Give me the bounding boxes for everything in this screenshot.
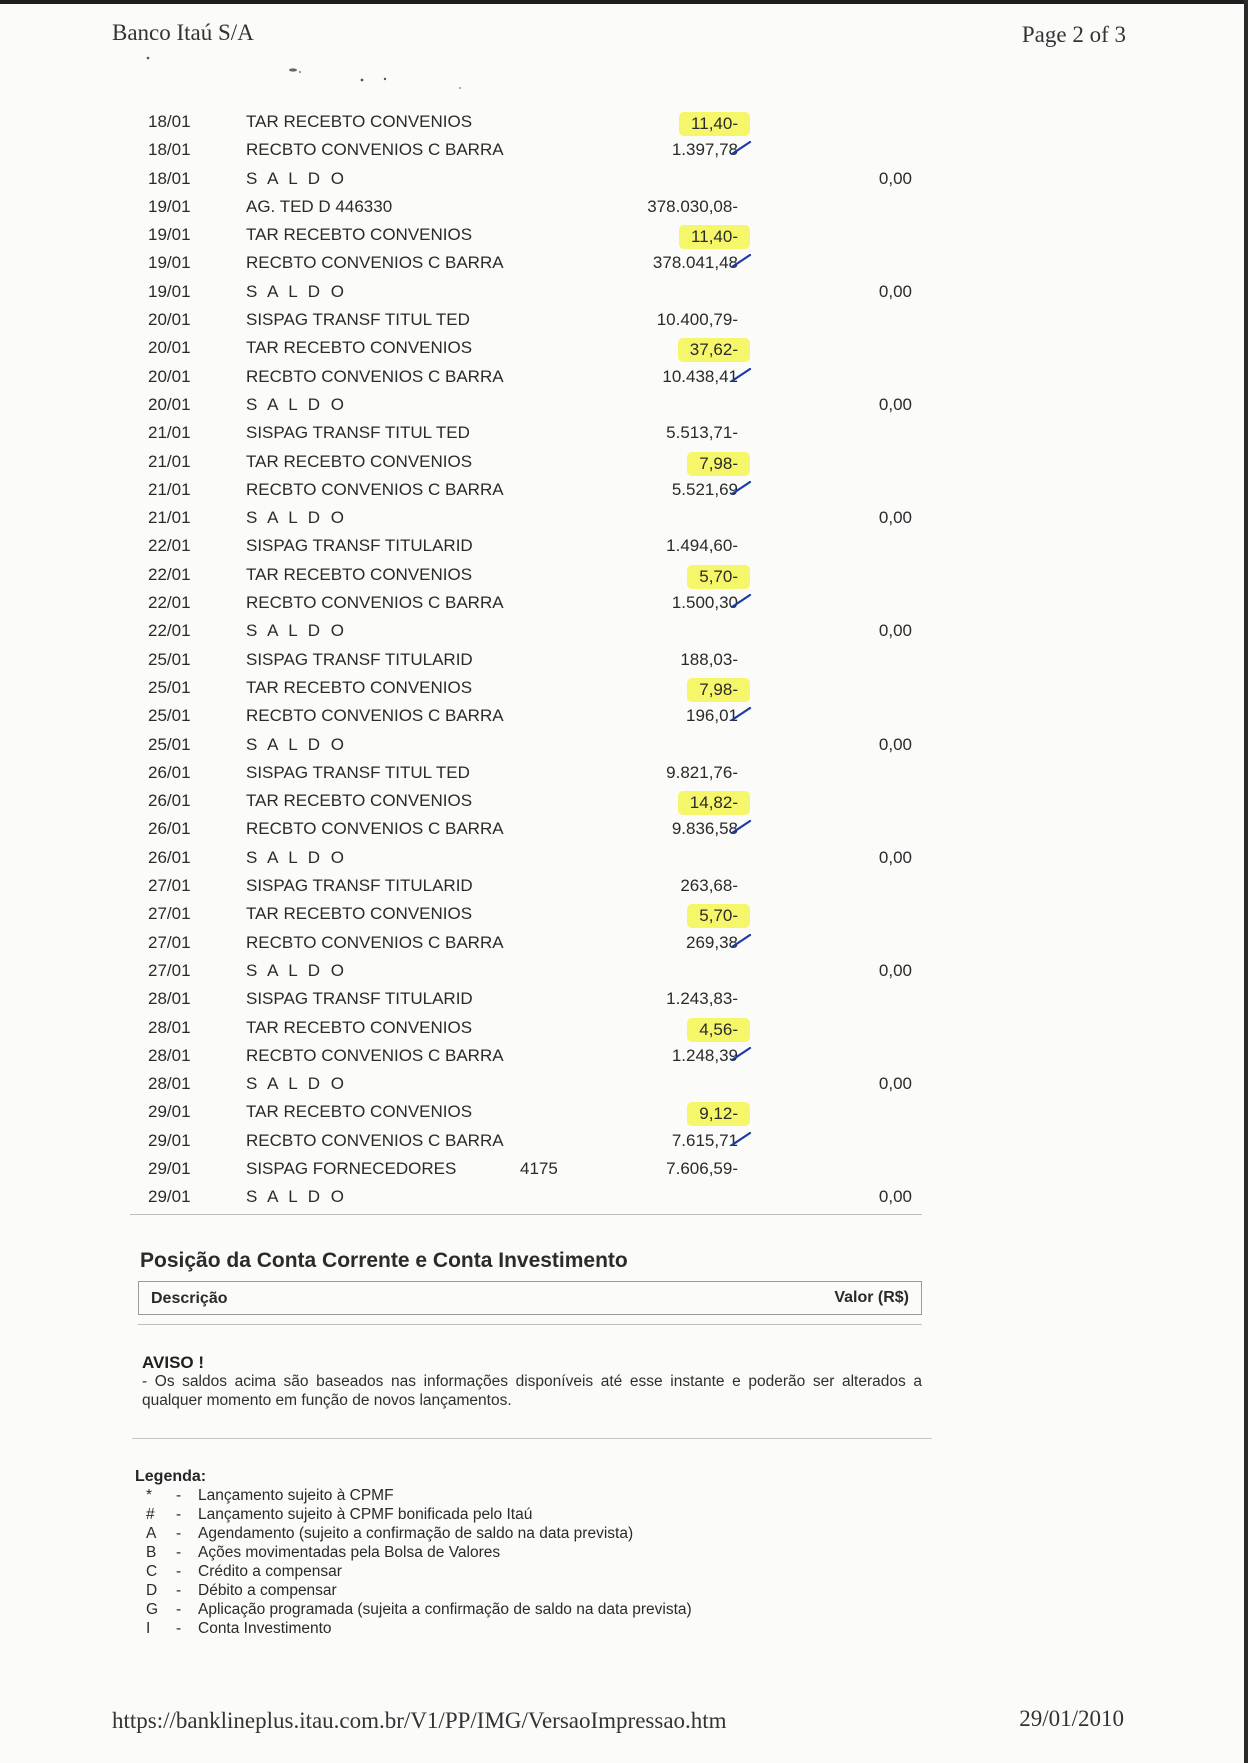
entry-balance: 0,00 [878,508,912,528]
entry-description: TAR RECEBTO CONVENIOS [246,338,473,358]
entry-description: SISPAG TRANSF TITUL TED [246,423,470,443]
entry-value: 378.041,48 [652,253,738,273]
ledger-row [136,1156,922,1184]
entry-balance: 0,00 [878,621,912,641]
entry-value: 269,38 [686,932,738,952]
legend-separator: - [176,1620,182,1637]
entry-value: 5.513,71- [666,423,738,443]
legend-code: I [146,1620,151,1637]
entry-description: RECBTO CONVENIOS C BARRA [246,706,504,726]
ledger-row [136,873,922,901]
ledger-row [136,1071,922,1099]
notice-text: - Os saldos acima são baseados nas informações disponíveis até esse instante e poderão ser alterados a qualquer momento em função de novos lançamentos. [142,1373,922,1409]
entry-date: 26/01 [148,791,191,811]
entry-value: 9.821,76- [666,762,738,782]
ledger-row [136,986,922,1014]
entry-description: RECBTO CONVENIOS C BARRA [246,1045,504,1065]
entry-description: RECBTO CONVENIOS C BARRA [246,593,504,613]
entry-description: S A L D O [246,508,348,528]
legend-separator: - [176,1544,182,1561]
legend-separator: - [176,1601,182,1618]
entry-date: 28/01 [148,1045,191,1065]
entry-value: 10.400,79- [656,310,738,330]
entry-balance: 0,00 [878,394,912,414]
ledger-row [136,505,922,533]
entry-date: 20/01 [148,366,191,386]
entry-date: 25/01 [148,734,191,754]
entry-date: 26/01 [148,819,191,839]
entry-value: 11,40- [679,225,750,249]
ledger-row [136,449,922,477]
entry-description: RECBTO CONVENIOS C BARRA [246,140,504,160]
entry-balance: 0,00 [878,1187,912,1207]
entry-description: RECBTO CONVENIOS C BARRA [246,819,504,839]
entry-date: 19/01 [148,196,191,216]
entry-value: 1.397,78 [671,140,738,160]
ledger-row [136,279,922,307]
entry-description: S A L D O [246,621,348,641]
entry-description: TAR RECEBTO CONVENIOS [246,677,473,697]
entry-value: 7,98- [687,452,750,476]
entry-date: 18/01 [148,112,191,131]
entry-description: SISPAG TRANSF TITULARID [246,989,473,1009]
legend-text: Agendamento (sujeito a confirmação de saldo na data prevista) [198,1525,634,1542]
entry-description: SISPAG FORNECEDORES [246,1158,457,1178]
entry-date: 20/01 [148,338,191,358]
entry-description: S A L D O [246,394,348,414]
page-indicator: Page 2 of 3 [1021,22,1126,47]
entry-description: AG. TED D 446330 [246,196,393,216]
entry-description: RECBTO CONVENIOS C BARRA [246,932,504,952]
entry-description: SISPAG TRANSF TITUL TED [246,310,470,330]
entry-value: 7,98- [687,678,750,702]
entry-description: SISPAG TRANSF TITULARID [246,876,473,896]
ledger-row [136,166,922,194]
ledger-table [136,109,922,1213]
entry-date: 19/01 [148,281,191,301]
entry-date: 29/01 [148,1130,191,1150]
entry-value: 188,03- [680,649,738,669]
check-mark-icon [730,368,752,382]
entry-date: 29/01 [148,1102,191,1122]
entry-value: 9,12- [687,1102,750,1126]
ledger-row [136,335,922,363]
entry-value: 1.494,60- [666,536,738,556]
entry-value: 378.030,08- [647,196,738,216]
ledger-row [136,930,922,958]
ledger-row [136,562,922,590]
ledger-row [136,732,922,760]
ledger-row [136,392,922,420]
entry-date: 21/01 [148,451,191,471]
check-mark-icon [730,934,752,948]
entry-description: RECBTO CONVENIOS C BARRA [246,366,504,386]
ledger-row [136,703,922,731]
entry-date: 22/01 [148,536,191,556]
entry-date: 26/01 [148,847,191,867]
entry-document: 4175 [520,1158,558,1178]
entry-description: RECBTO CONVENIOS C BARRA [246,479,504,499]
entry-description: SISPAG TRANSF TITULARID [246,649,473,669]
entry-date: 22/01 [148,621,191,641]
ledger-row [136,1099,922,1127]
check-mark-icon [730,594,752,608]
entry-description: SISPAG TRANSF TITUL TED [246,762,470,782]
entry-balance: 0,00 [878,168,912,188]
entry-value: 14,82- [678,791,750,815]
entry-value: 7.615,71 [671,1130,738,1150]
legend-separator: - [176,1487,182,1504]
entry-date: 27/01 [148,876,191,896]
entry-date: 28/01 [148,1017,191,1037]
entry-date: 29/01 [148,1158,191,1178]
legend-code: G [146,1601,159,1618]
ledger-row [136,307,922,335]
entry-date: 29/01 [148,1187,191,1207]
entry-date: 21/01 [148,423,191,443]
ledger-row [136,1015,922,1043]
position-table-header [138,1281,922,1315]
scan-edge-top [0,0,1248,4]
entry-date: 19/01 [148,225,191,245]
entry-date: 21/01 [148,508,191,528]
check-mark-icon [730,1047,752,1061]
ledger-bottom-rule [130,1214,922,1215]
entry-date: 21/01 [148,479,191,499]
entry-description: TAR RECEBTO CONVENIOS [246,1102,473,1122]
position-col-value: Valor (R$) [834,1289,909,1306]
entry-value: 7.606,59- [666,1158,738,1178]
entry-description: SISPAG TRANSF TITULARID [246,536,473,556]
entry-description: RECBTO CONVENIOS C BARRA [246,253,504,273]
entry-date: 28/01 [148,989,191,1009]
ledger-row [136,137,922,165]
entry-description: TAR RECEBTO CONVENIOS [246,904,473,924]
legend-code: # [146,1506,155,1523]
ledger-row [136,647,922,675]
legend-text: Lançamento sujeito à CPMF bonificada pelo Itaú [198,1506,533,1523]
legend-separator: - [176,1525,182,1542]
entry-description: S A L D O [246,960,348,980]
legend-text: Aplicação programada (sujeita a confirmação de saldo na data prevista) [198,1601,692,1618]
entry-date: 25/01 [148,677,191,697]
entry-date: 20/01 [148,310,191,330]
ledger-row [136,533,922,561]
notice-title: AVISO ! [142,1353,205,1372]
entry-date: 18/01 [148,168,191,188]
entry-value: 263,68- [680,876,738,896]
ledger-row [136,958,922,986]
ledger-row [136,618,922,646]
entry-value: 10.438,41 [662,366,738,386]
entry-balance: 0,00 [878,847,912,867]
entry-description: RECBTO CONVENIOS C BARRA [246,1130,504,1150]
scan-specks [140,56,480,96]
ledger-row [136,901,922,929]
check-mark-icon [730,481,752,495]
entry-date: 27/01 [148,960,191,980]
bank-name: Banco Itaú S/A [112,20,254,45]
legend-title: Legenda: [135,1468,207,1485]
legend-separator: - [176,1582,182,1599]
position-rule [138,1324,922,1325]
entry-date: 27/01 [148,904,191,924]
entry-value: 196,01 [686,706,738,726]
ledger-row [136,1128,922,1156]
footer-url: https://banklineplus.itau.com.br/V1/PP/IMG/VersaoImpressao.htm [112,1708,727,1733]
check-mark-icon [730,254,752,268]
entry-description: S A L D O [246,168,348,188]
ledger-row [136,1043,922,1071]
ledger-row [136,194,922,222]
entry-balance: 0,00 [878,281,912,301]
entry-description: TAR RECEBTO CONVENIOS [246,791,473,811]
ledger-row [136,109,922,137]
notice-rule [132,1438,932,1439]
entry-description: TAR RECEBTO CONVENIOS [246,225,473,245]
entry-balance: 0,00 [878,734,912,754]
ledger-row [136,675,922,703]
check-mark-icon [730,1132,752,1146]
ledger-row [136,250,922,278]
ledger-row [136,1184,922,1212]
ledger-row [136,364,922,392]
position-section-title: Posição da Conta Corrente e Conta Investimento [140,1249,628,1272]
entry-description: S A L D O [246,847,348,867]
entry-date: 18/01 [148,140,191,160]
entry-value: 9.836,58 [671,819,738,839]
check-mark-icon [730,707,752,721]
legend-code: D [146,1582,158,1599]
entry-value: 5,70- [687,565,750,589]
footer-date: 29/01/2010 [1019,1706,1124,1731]
check-mark-icon [730,820,752,834]
legend-text: Conta Investimento [198,1620,332,1637]
entry-date: 26/01 [148,762,191,782]
entry-value: 5.521,69 [671,479,738,499]
entry-balance: 0,00 [878,960,912,980]
legend-text: Crédito a compensar [198,1563,342,1580]
ledger-row [136,420,922,448]
ledger-row [136,590,922,618]
ledger-row [136,760,922,788]
scan-edge-right [1244,0,1248,1763]
entry-value: 1.243,83- [666,989,738,1009]
legend-separator: - [176,1563,182,1580]
entry-value: 1.248,39 [671,1045,738,1065]
entry-description: S A L D O [246,281,348,301]
entry-description: TAR RECEBTO CONVENIOS [246,112,473,131]
entry-value: 5,70- [687,904,750,928]
legend-text: Débito a compensar [198,1582,337,1599]
entry-date: 20/01 [148,394,191,414]
entry-description: TAR RECEBTO CONVENIOS [246,1017,473,1037]
entry-date: 28/01 [148,1074,191,1094]
entry-date: 25/01 [148,706,191,726]
entry-value: 37,62- [678,338,750,362]
legend-code: B [146,1544,157,1561]
legend-text: Ações movimentadas pela Bolsa de Valores [198,1544,501,1561]
legend-code: A [146,1525,157,1542]
legend-code: * [146,1487,153,1504]
entry-date: 27/01 [148,932,191,952]
entry-description: S A L D O [246,1187,348,1207]
position-col-description: Descrição [151,1290,228,1307]
ledger-row [136,845,922,873]
entry-description: S A L D O [246,734,348,754]
entry-description: S A L D O [246,1074,348,1094]
legend-text: Lançamento sujeito à CPMF [198,1487,394,1504]
entry-date: 22/01 [148,593,191,613]
legend-separator: - [176,1506,182,1523]
ledger-row [136,788,922,816]
entry-value: 1.500,30 [671,593,738,613]
entry-value: 11,40- [679,112,750,136]
ledger-row [136,816,922,844]
ledger-row [136,222,922,250]
entry-date: 19/01 [148,253,191,273]
legend-code: C [146,1563,158,1580]
entry-date: 22/01 [148,564,191,584]
entry-description: TAR RECEBTO CONVENIOS [246,451,473,471]
check-mark-icon [730,141,752,155]
ledger-row [136,477,922,505]
entry-balance: 0,00 [878,1074,912,1094]
entry-description: TAR RECEBTO CONVENIOS [246,564,473,584]
entry-date: 25/01 [148,649,191,669]
entry-value: 4,56- [687,1018,750,1042]
